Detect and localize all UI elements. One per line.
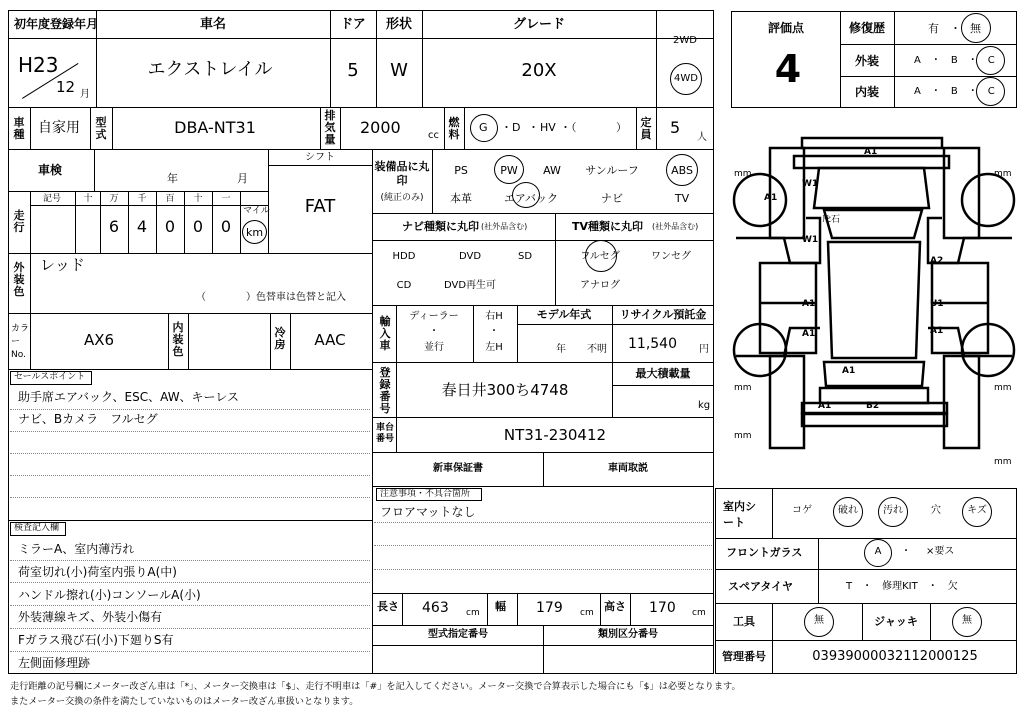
capacity-value: 5 [670,118,681,137]
km-label: km [246,226,264,239]
sales-points-label: セールスポイント [14,372,86,382]
displacement-value: 2000 [360,118,401,137]
footer-note-2: またメーター交換の条件を満たしていないものはメーター改ざん車扱いとなります。 [10,696,359,707]
fuel-opt-g: G [479,121,488,134]
diagram-mark: A2 [930,256,944,266]
shift-value: FAT [304,196,336,217]
svg-text:mm: mm [734,383,752,393]
shift-label: シフト [305,152,335,163]
svg-text:mm: mm [734,431,752,441]
inspection-note-4: 外装薄線キズ、外装小傷有 [18,610,163,624]
diagram-mark: ﾄﾋ石 [822,215,841,225]
type-designation-label: 型式指定番号 [428,629,488,640]
height-value: 170 [649,600,676,616]
mileage-digit-1: 6 [108,217,120,236]
diagram-mark: U1 [930,299,944,309]
car-damage-diagram [724,118,1024,478]
chassis-value: NT31-230412 [503,426,607,444]
mileage-digit-2: 4 [136,217,148,236]
equipment-sublabel: (純正のみ) [380,193,424,203]
width-value: 179 [536,600,563,616]
usage-label: 車種 [13,116,25,141]
color-value: レッド [40,256,85,274]
svg-text:mm: mm [994,383,1012,393]
aircon-label: 冷房 [274,326,286,351]
interior-color-label: 内装色 [172,321,184,358]
jack-label: ジャッキ [874,615,918,628]
manual-label: 車両取説 [608,463,648,474]
registration-value: 春日井300ち4748 [441,381,569,399]
diagram-mark: A1 [802,299,816,309]
mgmt-value: 03939000032112000125 [812,649,978,664]
shape-value: W [390,60,408,81]
jack-value: 無 [962,615,972,626]
diagram-mark: A1 [864,147,878,157]
interior-c-circle [976,77,1005,106]
diagram-mark: A1 [802,329,816,339]
max-load-label: 最大積載量 [635,367,691,380]
svg-text:mm: mm [994,457,1012,467]
first-reg-month: 12 [56,78,76,96]
svg-text:mm: mm [734,169,752,179]
color-change-note: （ ）色替車は色替と記入 [196,292,346,303]
notice-label: 注意事項・不具合箇所 [380,489,471,499]
interior-label: 内装 [854,85,880,99]
fuel-opt-d: D [512,121,521,134]
color-label: 外装色 [13,261,25,298]
mileage-label: 走行 [13,209,25,234]
door-label: ドア [340,17,366,32]
tools-label: 工具 [733,615,755,628]
diagram-mark: B2 [866,401,880,411]
grade-value: 20X [521,60,557,81]
diagram-mark: A1 [764,193,778,203]
diagram-mark: A1 [818,401,832,411]
import-label: 輸入車 [379,315,391,352]
exterior-c-circle [976,46,1005,75]
first-reg-era: H23 [18,53,59,77]
capacity-unit: 人 [697,132,707,143]
fuel-label: 燃料 [448,116,460,141]
svg-text:mm: mm [994,169,1012,179]
first-reg-month-unit: 月 [80,89,90,100]
spare-tire-options: T ・ 修理KIT ・ 欠 [846,581,958,592]
shape-label: 形状 [385,17,413,32]
color-code-value: AX6 [83,331,115,349]
aircon-value: AAC [314,331,346,349]
seat-label: 室内シート [723,500,756,529]
capacity-label: 定員 [640,116,652,141]
score-label: 評価点 [767,21,805,35]
inspection-note-3: ハンドル擦れ(小)コンソールA(小) [18,588,201,602]
shaken-label: 車検 [38,163,63,177]
inspection-notes-label: 検査記入欄 [14,523,60,533]
navi-label: ナビ種類に丸印 [402,220,479,233]
chassis-label: 車台番号 [376,423,395,444]
usage-value: 自家用 [38,120,80,136]
sales-point-2: ナビ、Bカメラ フルセグ [18,412,158,426]
windshield-label: フロントガラス [726,546,803,559]
diagram-mark: A1 [930,326,944,336]
diagram-mark: W1 [802,235,819,245]
equipment-label: 装備品に丸印 [374,160,430,187]
sales-point-1: 助手席エアバック、ESC、AW、キーレス [18,390,239,404]
model-value: DBA-NT31 [174,118,256,137]
drive-2wd: 2WD [673,35,697,46]
car-name: エクストレイル [147,59,273,80]
inspection-note-6: 左側面修理跡 [18,656,91,670]
model-label: 型式 [95,116,107,141]
displacement-unit: cc [428,130,439,141]
recycle-label: リサイクル預託金 [619,308,707,321]
diagram-mark: A1 [842,366,856,376]
recycle-value: 11,540 [628,336,677,352]
length-label: 長さ [377,600,399,613]
height-label: 高さ [604,600,626,613]
tools-value: 無 [814,615,824,626]
drive-4wd: 4WD [674,73,698,84]
inspection-note-2: 荷室切れ(小)荷室内張りA(中) [18,565,177,579]
mgmt-label: 管理番号 [722,650,766,663]
mileage-digit-3: 0 [164,217,176,236]
spare-tire-label: スペアタイヤ [728,580,794,593]
warranty-label: 新車保証書 [433,463,483,474]
first-reg-label: 初年度登録年月 [14,17,99,31]
color-code-label: カラーNo. [11,324,30,360]
repair-label: 修復歴 [848,21,886,35]
footer-note-1: 走行距離の記号欄にメーター改ざん車は「*」、メーター交換車は「$」、走行不明車は「#」を記入してください。メーター交換で合算表示した場合にも「$」は必要となります。 [10,681,741,692]
mileage-digit-5: 0 [220,217,232,236]
model-year-label: モデル年式 [536,308,592,321]
grade-label: グレード [512,17,566,32]
score-value: 4 [774,47,802,91]
mile-label: マイル [243,206,270,216]
tv-label: TV種類に丸印 [572,220,644,233]
registration-label: 登録番号 [379,366,391,415]
model-year-value: 不明 [587,344,607,355]
exterior-label: 外装 [854,54,880,68]
width-label: 幅 [495,600,506,613]
inspection-note-5: Fガラス飛び石(小)下廻りS有 [18,633,174,647]
displacement-label: 排気量 [324,109,336,146]
mileage-digit-4: 0 [192,217,204,236]
car-name-label: 車名 [199,17,227,32]
fuel-opt-hv: HV [540,121,556,134]
door-count: 5 [347,60,359,81]
diagram-mark: W1 [802,179,819,189]
category-label: 類別区分番号 [598,629,658,640]
length-value: 463 [422,600,449,616]
inspection-note-1: ミラーA、室内薄汚れ [18,542,135,556]
notice-value: フロアマットなし [380,505,476,519]
